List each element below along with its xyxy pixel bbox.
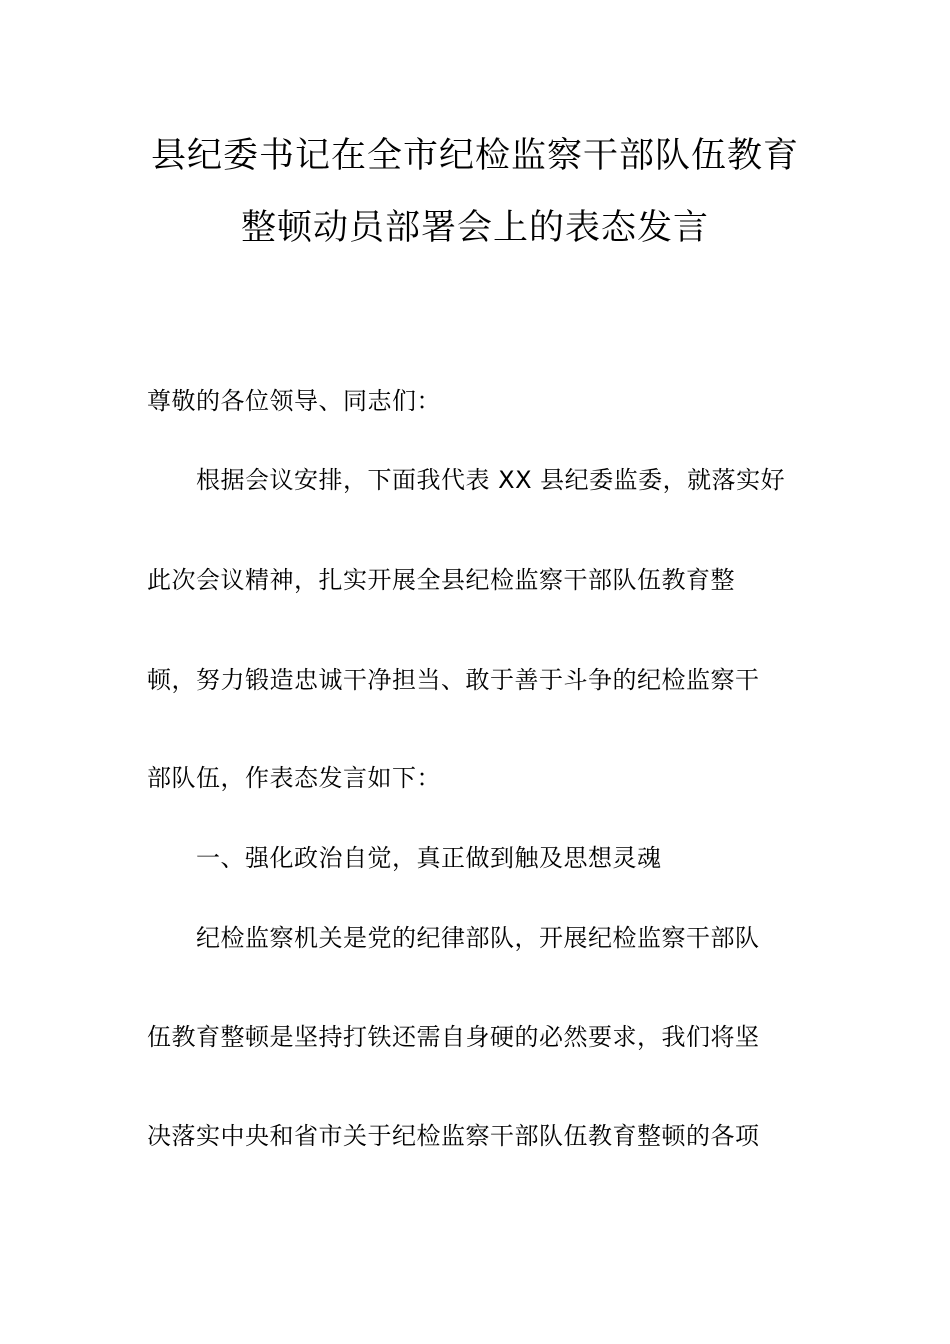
paragraph1-line-4: 部队伍，作表态发言如下： <box>147 764 441 792</box>
paragraph2-line-3: 决落实中央和省市关于纪检监察干部队伍教育整顿的各项 <box>147 1122 760 1150</box>
paragraph2-line-1: 纪检监察机关是党的纪律部队，开展纪检监察干部队 <box>196 924 760 952</box>
title-line-1: 县纪委书记在全市纪检监察干部队伍教育 <box>150 136 799 176</box>
paragraph1-line-1: 根据会议安排，下面我代表 XX 县纪委监委，就落实好 <box>196 466 786 494</box>
paragraph2-line-2: 伍教育整顿是坚持打铁还需自身硬的必然要求，我们将坚 <box>147 1023 760 1051</box>
section1-heading: 一、强化政治自觉，真正做到触及思想灵魂 <box>196 844 662 872</box>
paragraph1-line-3: 顿，努力锻造忠诚干净担当、敢于善于斗争的纪检监察干 <box>147 666 760 694</box>
salutation: 尊敬的各位领导、同志们： <box>147 387 441 415</box>
paragraph1-line-2: 此次会议精神，扎实开展全县纪检监察干部队伍教育整 <box>147 566 735 594</box>
title-line-2: 整顿动员部署会上的表态发言 <box>240 208 709 248</box>
